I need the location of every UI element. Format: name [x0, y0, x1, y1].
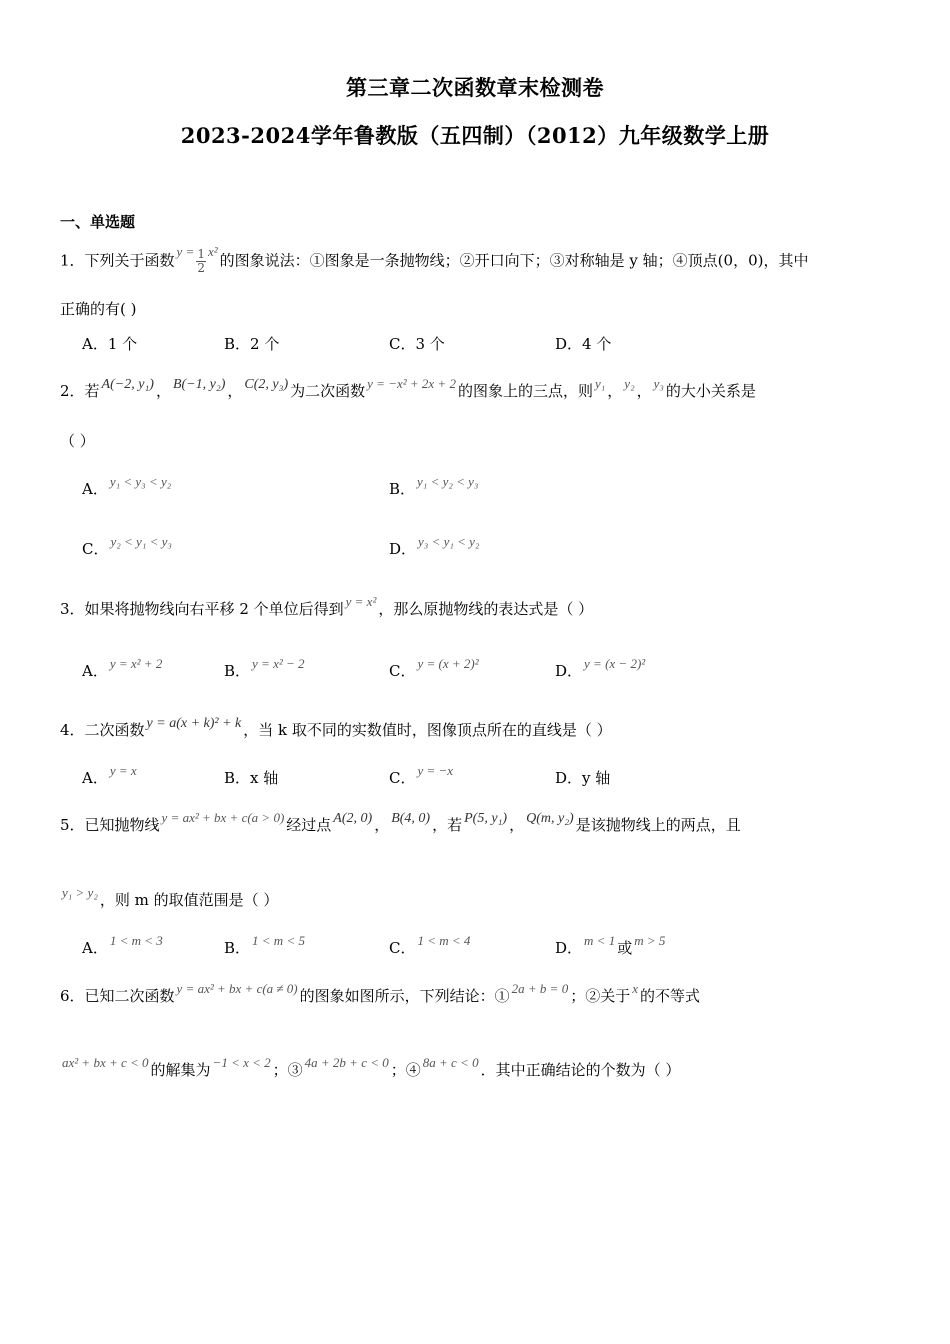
q3-option-b[interactable]: [224, 656, 307, 683]
q6-tail: ．其中正确结论的个数为（ ）: [480, 1061, 681, 1079]
q1-formula-x: x²: [207, 243, 218, 259]
q4-option-a[interactable]: [82, 763, 139, 790]
q5-point-q: Q(m, y₂): [526, 811, 574, 826]
q5-line2-text: ，则 m 的取值范围是（ ）: [99, 891, 279, 909]
q5-option-d-label: D．: [555, 939, 583, 957]
q5-option-a-math: 1 < m < 3: [109, 933, 163, 948]
q2-option-b-label: B．: [389, 480, 416, 498]
q3-option-b-math: y = x² − 2: [252, 656, 305, 671]
q5-option-b[interactable]: [224, 933, 307, 960]
q5-point-b: B(4, 0): [391, 811, 431, 826]
question-6: [60, 981, 701, 1008]
q2-y2: y₂: [624, 376, 635, 391]
q3-math: y = x²: [345, 594, 377, 609]
q3-option-c-label: C．: [389, 662, 416, 680]
q4-option-b[interactable]: [224, 767, 278, 789]
q6-text-pre: 6．已知二次函数: [60, 987, 175, 1005]
page-subtitle: 2023-2024学年鲁教版（五四制）（2012）九年级数学上册: [180, 123, 770, 148]
q1-formula-y: y =: [176, 243, 195, 259]
q6-conclusion-1: 2a + b = 0: [511, 981, 569, 996]
q4-option-a-math: y = x: [109, 763, 137, 778]
q5-text-post: 是该抛物线上的两点，且: [575, 816, 741, 834]
q2-option-c-math: y₂ < y₁ < y₃: [110, 534, 172, 549]
q5-function: y = ax² + bx + c(a > 0): [161, 810, 285, 825]
q1-option-c[interactable]: C．3 个: [389, 335, 445, 353]
q4-option-b-text: x 轴: [250, 769, 279, 787]
q5-option-d-math2: m > 5: [634, 933, 666, 948]
q5-point-a: A(2, 0): [333, 811, 373, 826]
q2-point-a: A(−2, y₁): [101, 377, 154, 392]
q2-option-d[interactable]: [389, 534, 481, 561]
q2-option-a-math: y₁ < y₃ < y₂: [109, 474, 172, 489]
q6-conclusion-3: 4a + 2b + c < 0: [304, 1055, 389, 1070]
q6-function: y = ax² + bx + c(a ≠ 0): [176, 981, 298, 996]
section-heading: 一、单选题: [60, 213, 136, 231]
q1-text-post: 的图象说法：①图象是一条抛物线；②开口向下；③对称轴是 y 轴；④顶点(0，0)，其中: [219, 251, 809, 270]
q4-text-post: ，当 k 取不同的实数值时，图像顶点所在的直线是（ ）: [243, 721, 612, 739]
q3-option-a-label: A．: [82, 662, 108, 680]
q5-option-a[interactable]: [82, 933, 165, 960]
q2-text-mid: 为二次函数: [290, 382, 366, 400]
q6-inequality: ax² + bx + c < 0: [62, 1055, 149, 1070]
q5-option-b-label: B．: [224, 939, 251, 957]
q5-text-mid1: 经过点: [286, 816, 332, 834]
q5-option-d[interactable]: [555, 933, 667, 960]
q5-text-mid2: ，若: [432, 816, 463, 834]
q5-option-c-label: C．: [389, 939, 416, 957]
q1-option-d[interactable]: D．4 个: [555, 335, 612, 353]
q4-option-d-text: y 轴: [582, 769, 611, 787]
q2-text-tail: 的大小关系是: [665, 382, 756, 400]
q5-option-d-math: m < 1: [584, 933, 616, 948]
q6-solution: −1 < x < 2: [212, 1055, 271, 1070]
q6-text-mid: 的图象如图所示，下列结论：①: [299, 987, 510, 1005]
q2-line2: （ ）: [60, 432, 95, 450]
q2-option-c-label: C．: [82, 540, 109, 558]
page-title: 第三章二次函数章末检测卷: [346, 75, 604, 100]
q2-text-pre: 2．若: [60, 382, 100, 400]
q3-option-a-math: y = x² + 2: [109, 656, 163, 671]
q3-text-pre: 3．如果将抛物线向右平移 2 个单位后得到: [60, 600, 344, 618]
q4-option-c-label: C．: [389, 769, 416, 787]
q3-option-c[interactable]: [389, 656, 481, 683]
q6-text-post: 的不等式: [640, 987, 701, 1005]
q3-option-a[interactable]: [82, 656, 164, 683]
q5-option-c-math: 1 < m < 4: [417, 933, 471, 948]
q1-option-b[interactable]: B．2 个: [224, 335, 280, 353]
q5-point-p: P(5, y₁): [464, 811, 508, 826]
q5-text-pre: 5．已知抛物线: [60, 816, 160, 834]
q1-frac-num: 1: [197, 247, 205, 261]
q4-option-c-math: y = −x: [417, 763, 454, 778]
q3-option-b-label: B．: [224, 662, 251, 680]
question-2: 2．若 A(−2, y₁) ， B(−1, y₂) ， C(2, y₃) 为二次函数 y = −x² + 2x + 2 的图象上的三点，则 y₁ ， y₂ ， y₃ 的大小关系是: [60, 380, 756, 404]
question-4: [60, 716, 612, 743]
q2-option-b-math: y₁ < y₂ < y₃: [417, 474, 479, 489]
q2-option-c[interactable]: [82, 534, 174, 561]
q6-line2: [60, 1055, 681, 1082]
q6-conclusion-4: 8a + c < 0: [422, 1055, 479, 1070]
q1-line2: 正确的有( ): [60, 300, 137, 318]
q5-option-a-label: A．: [82, 939, 108, 957]
q6-var-x: x: [632, 981, 638, 996]
q2-y3: y₃: [653, 376, 664, 391]
q2-text-post: 的图象上的三点，则: [457, 382, 593, 400]
q6-c4-pre: ；④: [390, 1061, 421, 1079]
q1-text-pre: 1．下列关于函数: [60, 251, 175, 270]
q3-text-post: ，那么原抛物线的表达式是（ ）: [378, 600, 594, 618]
q3-option-d[interactable]: [555, 656, 647, 683]
q2-point-b: B(−1, y₂): [172, 377, 226, 392]
q2-y1: y₁: [594, 376, 606, 391]
q2-function: y = −x² + 2x + 2: [367, 376, 456, 391]
q2-point-c: C(2, y₃): [244, 377, 289, 392]
q4-option-b-label: B．: [224, 769, 251, 787]
q6-text-mid2: ；②关于: [570, 987, 631, 1005]
q5-option-b-math: 1 < m < 5: [252, 933, 305, 948]
q2-option-d-label: D．: [389, 540, 417, 558]
q4-option-c[interactable]: [389, 763, 455, 790]
q2-option-d-math: y₃ < y₁ < y₂: [418, 534, 480, 549]
q4-option-a-label: A．: [82, 769, 108, 787]
q1-fraction: [196, 248, 206, 275]
q4-math: y = a(x + k)² + k: [146, 716, 242, 731]
question-3: [60, 594, 594, 621]
q2-option-a-label: A．: [82, 480, 108, 498]
q4-text-pre: 4．二次函数: [60, 721, 145, 739]
q2-option-b[interactable]: [389, 474, 480, 501]
q6-c3-pre: ；③: [272, 1061, 303, 1079]
q5-line2: [60, 885, 279, 912]
question-5: 5．已知抛物线 y = ax² + bx + c(a > 0) 经过点 A(2, 0) ， B(4, 0) ，若 P(5, y₁) ， Q(m, y₂) 是该抛物线上的两点，且: [60, 814, 741, 838]
q5-condition: y₁ > y₂: [62, 885, 98, 900]
q5-option-c[interactable]: [389, 933, 472, 960]
q6-sol-pre: 的解集为: [150, 1061, 211, 1079]
q5-option-d-or: 或: [617, 939, 633, 957]
q4-option-d[interactable]: [555, 767, 610, 789]
q3-option-c-math: y = (x + 2)²: [417, 656, 479, 671]
q4-option-d-label: D．: [555, 769, 583, 787]
q3-option-d-math: y = (x − 2)²: [584, 656, 646, 671]
q1-frac-den: 2: [197, 261, 205, 275]
q1-option-a[interactable]: A．1 个: [82, 335, 138, 353]
q2-option-a[interactable]: [82, 474, 173, 501]
q3-option-d-label: D．: [555, 662, 583, 680]
question-1: [60, 243, 809, 275]
